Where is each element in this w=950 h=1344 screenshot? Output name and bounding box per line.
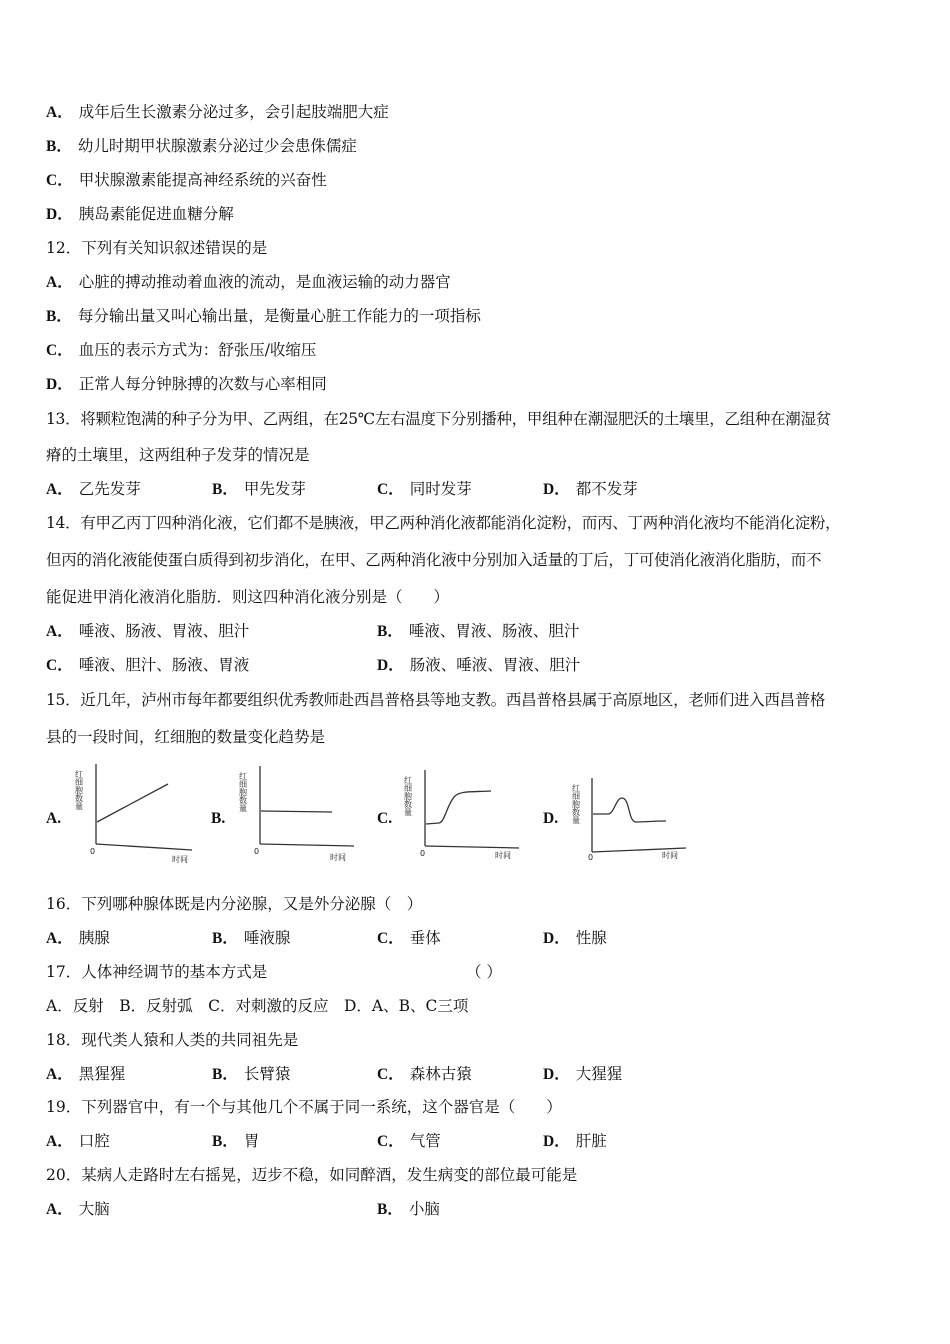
- q18-option-d: D． 大猩猩: [543, 1065, 623, 1083]
- q14-stem-line1: 14．有甲乙丙丁四种消化液，它们都不是胰液，甲乙两种消化液都能消化淀粉，而丙、丁两种消化液均不能消化淀粉，: [46, 514, 841, 532]
- q18-stem: 18．现代类人猿和人类的共同祖先是: [46, 1031, 299, 1049]
- q16-option-c: C． 垂体: [377, 929, 441, 947]
- graph-d-origin: 0: [588, 853, 594, 862]
- q14-option-b: B． 唾液、胃液、肠液、胆汁: [377, 622, 580, 640]
- q12-option-d: D． 正常人每分钟脉搏的次数与心率相同: [46, 375, 327, 393]
- q16-option-a: A． 胰腺: [46, 929, 110, 947]
- graph-c-ylabel: 红细胞数量: [403, 776, 413, 816]
- q12-stem: 12．下列有关知识叙述错误的是: [46, 239, 268, 257]
- graph-d-ylabel: 红细胞数量: [571, 784, 581, 824]
- q13-option-d: D． 都不发芽: [543, 480, 638, 498]
- graph-c-label: C.: [377, 810, 393, 827]
- q11-option-d: D． 胰岛素能促进血糖分解: [46, 205, 234, 223]
- q17-options: A．反射 B．反射弧 C．对刺激的反应 D．A、B、C三项: [46, 997, 469, 1015]
- q18-option-c: C． 森林古猿: [377, 1065, 472, 1083]
- q18-option-a: A． 黑猩猩: [46, 1065, 126, 1083]
- q12-option-b: B． 每分输出量又叫心输出量，是衡量心脏工作能力的一项指标: [46, 307, 481, 325]
- q12-option-a: A． 心脏的搏动推动着血液的流动，是血液运输的动力器官: [46, 273, 451, 291]
- graph-d-peak-curve: [572, 772, 692, 872]
- graph-a-rising-line: [76, 760, 196, 866]
- q19-option-a: A． 口腔: [46, 1132, 110, 1150]
- q14-stem-line3: 能促进甲消化液消化脂肪．则这四种消化液分别是（ ）: [46, 588, 450, 606]
- graph-c-origin: 0: [420, 849, 426, 858]
- q13-option-a: A． 乙先发芽: [46, 480, 141, 498]
- q19-stem: 19．下列器官中，有一个与其他几个不属于同一系统，这个器官是（ ）: [46, 1098, 562, 1116]
- q13-option-c: C． 同时发芽: [377, 480, 472, 498]
- q11-option-c: C． 甲状腺激素能提高神经系统的兴奋性: [46, 171, 327, 189]
- q16-option-b: B． 唾液腺: [212, 929, 291, 947]
- graph-b-origin: 0: [254, 847, 260, 856]
- q17-stem: 17．人体神经调节的基本方式是: [46, 963, 268, 981]
- q15-stem-line1: 15．近几年，泸州市每年都要组织优秀教师赴西昌普格县等地支教。西昌普格县属于高原地区，老师们进入西昌普格: [46, 691, 826, 709]
- graph-b-ylabel: 红细胞数量: [238, 772, 248, 812]
- q18-option-b: B． 长臂猿: [212, 1065, 291, 1083]
- q14-option-a: A． 唾液、肠液、胃液、胆汁: [46, 622, 250, 640]
- q12-option-c: C． 血压的表示方式为：舒张压/收缩压: [46, 341, 317, 359]
- q14-stem-line2: 但丙的消化液能使蛋白质得到初步消化，在甲、乙两种消化液中分别加入适量的丁后，丁可使消化液消化脂肪，而不: [46, 551, 822, 569]
- graph-a-origin: 0: [90, 847, 96, 856]
- q19-option-d: D． 肝脏: [543, 1132, 607, 1150]
- graph-a-label: A.: [46, 810, 62, 827]
- q16-stem: 16．下列哪种腺体既是内分泌腺，又是外分泌腺（ ）: [46, 895, 423, 913]
- graph-a-ylabel: 红细胞数量: [74, 770, 84, 810]
- graph-d-xlabel: 时间: [662, 851, 678, 860]
- graph-b-xlabel: 时间: [330, 853, 346, 862]
- q11-option-a: A． 成年后生长激素分泌过多，会引起肢端肥大症: [46, 103, 389, 121]
- graph-d-label: D.: [543, 810, 559, 827]
- q13-stem-line2: 瘠的土壤里，这两组种子发芽的情况是: [46, 446, 310, 464]
- q20-option-a: A． 大脑: [46, 1200, 110, 1218]
- graph-b-flat-line: [240, 760, 360, 866]
- graph-a-xlabel: 时间: [172, 855, 188, 864]
- q20-stem: 20．某病人走路时左右摇晃，迈步不稳，如同醉酒，发生病变的部位最可能是: [46, 1166, 578, 1184]
- q11-option-b: B． 幼儿时期甲状腺激素分泌过少会患侏儒症: [46, 137, 357, 155]
- graph-c-xlabel: 时间: [495, 851, 511, 860]
- q17-answer-bracket: （ ）: [466, 963, 502, 981]
- q19-option-b: B． 胃: [212, 1132, 260, 1150]
- graph-c-sigmoid-curve: [405, 764, 525, 866]
- q13-option-b: B． 甲先发芽: [212, 480, 306, 498]
- q14-option-c: C． 唾液、胆汁、肠液、胃液: [46, 656, 250, 674]
- q14-option-d: D． 肠液、唾液、胃液、胆汁: [377, 656, 581, 674]
- graph-b-label: B.: [211, 810, 226, 827]
- q13-stem-line1: 13．将颗粒饱满的种子分为甲、乙两组，在25℃左右温度下分别播种，甲组种在潮湿肥沃的土壤里，乙组种在潮湿贫: [46, 410, 831, 428]
- q19-option-c: C． 气管: [377, 1132, 441, 1150]
- q16-option-d: D． 性腺: [543, 929, 607, 947]
- q20-option-b: B． 小脑: [377, 1200, 440, 1218]
- q15-stem-line2: 县的一段时间，红细胞的数量变化趋势是: [46, 728, 326, 746]
